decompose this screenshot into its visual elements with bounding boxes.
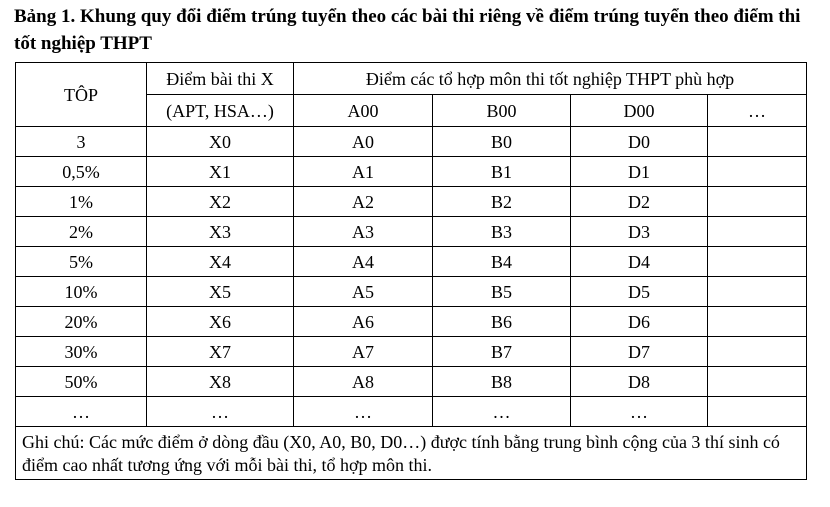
table-note: Ghi chú: Các mức điểm ở dòng đầu (X0, A0, B0, D0…) được tính bằng trung bình cộng của 3 thí sinh có điểm cao nhất tương ứng với mỗi bài thi, tổ hợp môn thi. — [16, 427, 807, 480]
d00-cell: D5 — [571, 277, 708, 307]
extra-cell — [708, 247, 807, 277]
d00-cell: D0 — [571, 127, 708, 157]
d00-cell: D2 — [571, 187, 708, 217]
table-caption: Bảng 1. Khung quy đổi điểm trúng tuyển theo các bài thi riêng về điểm trúng tuyển theo điểm thi tốt nghiệp THPT — [14, 6, 801, 54]
header-x-line2: (APT, HSA…) — [147, 95, 294, 127]
rank-cell: 1% — [16, 187, 147, 217]
rank-cell: 50% — [16, 367, 147, 397]
a00-cell: A0 — [294, 127, 433, 157]
table-row — [16, 307, 807, 337]
d00-cell: … — [571, 397, 708, 427]
extra-cell — [708, 217, 807, 247]
conversion-table — [15, 62, 807, 480]
header-col-d00: D00 — [571, 95, 708, 127]
rank-cell: 10% — [16, 277, 147, 307]
table-row — [16, 397, 807, 427]
b00-cell: B6 — [433, 307, 571, 337]
a00-cell: A6 — [294, 307, 433, 337]
a00-cell: A7 — [294, 337, 433, 367]
b00-cell: B7 — [433, 337, 571, 367]
rank-cell: 0,5% — [16, 157, 147, 187]
a00-cell: A8 — [294, 367, 433, 397]
b00-cell: B3 — [433, 217, 571, 247]
x-score-cell: X0 — [147, 127, 294, 157]
table-row — [16, 157, 807, 187]
table-row — [16, 217, 807, 247]
x-score-cell: X6 — [147, 307, 294, 337]
extra-cell — [708, 187, 807, 217]
table-row — [16, 277, 807, 307]
extra-cell — [708, 337, 807, 367]
b00-cell: … — [433, 397, 571, 427]
a00-cell: A1 — [294, 157, 433, 187]
header-combo: Điểm các tổ hợp môn thi tốt nghiệp THPT phù hợp — [294, 63, 807, 95]
a00-cell: A5 — [294, 277, 433, 307]
a00-cell: … — [294, 397, 433, 427]
d00-cell: D7 — [571, 337, 708, 367]
b00-cell: B8 — [433, 367, 571, 397]
x-score-cell: X4 — [147, 247, 294, 277]
x-score-cell: X3 — [147, 217, 294, 247]
table-row — [16, 247, 807, 277]
rank-cell: 20% — [16, 307, 147, 337]
b00-cell: B0 — [433, 127, 571, 157]
b00-cell: B2 — [433, 187, 571, 217]
rank-cell: 30% — [16, 337, 147, 367]
header-col-b00: B00 — [433, 95, 571, 127]
b00-cell: B5 — [433, 277, 571, 307]
b00-cell: B1 — [433, 157, 571, 187]
extra-cell — [708, 397, 807, 427]
table-row — [16, 127, 807, 157]
table-row — [16, 337, 807, 367]
x-score-cell: X2 — [147, 187, 294, 217]
x-score-cell: X1 — [147, 157, 294, 187]
d00-cell: D8 — [571, 367, 708, 397]
a00-cell: A3 — [294, 217, 433, 247]
rank-cell: 5% — [16, 247, 147, 277]
x-score-cell: X8 — [147, 367, 294, 397]
table-row — [16, 367, 807, 397]
b00-cell: B4 — [433, 247, 571, 277]
extra-cell — [708, 367, 807, 397]
x-score-cell: … — [147, 397, 294, 427]
d00-cell: D6 — [571, 307, 708, 337]
extra-cell — [708, 157, 807, 187]
header-x-line1: Điểm bài thi X — [147, 63, 294, 95]
table-row — [16, 187, 807, 217]
d00-cell: D4 — [571, 247, 708, 277]
d00-cell: D3 — [571, 217, 708, 247]
extra-cell — [708, 127, 807, 157]
x-score-cell: X7 — [147, 337, 294, 367]
a00-cell: A4 — [294, 247, 433, 277]
extra-cell — [708, 277, 807, 307]
rank-cell: 3 — [16, 127, 147, 157]
header-col-a00: A00 — [294, 95, 433, 127]
header-top: TÔP — [16, 63, 147, 127]
header-col-more: … — [708, 95, 807, 127]
extra-cell — [708, 307, 807, 337]
rank-cell: … — [16, 397, 147, 427]
x-score-cell: X5 — [147, 277, 294, 307]
d00-cell: D1 — [571, 157, 708, 187]
a00-cell: A2 — [294, 187, 433, 217]
rank-cell: 2% — [16, 217, 147, 247]
